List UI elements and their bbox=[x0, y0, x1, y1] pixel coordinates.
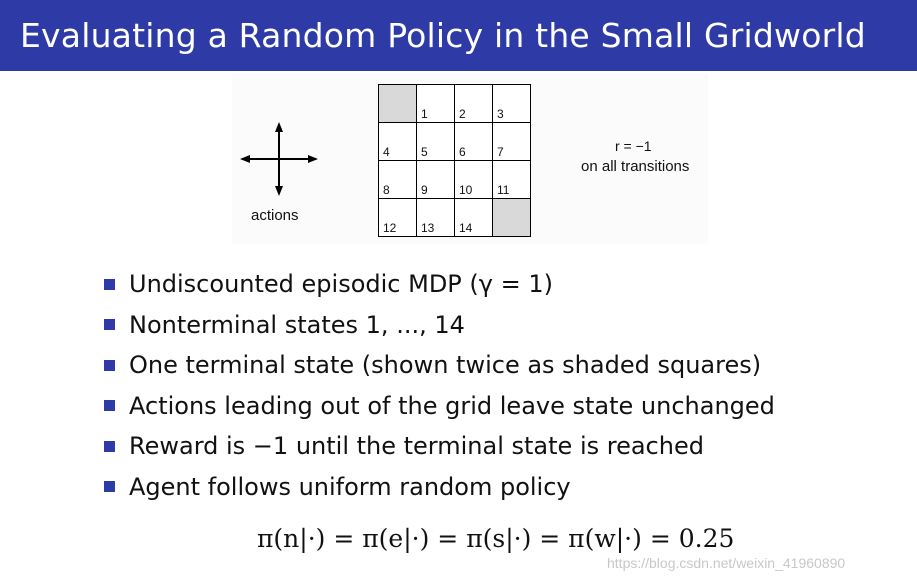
cell-number: 6 bbox=[459, 145, 466, 159]
bullet-text: Nonterminal states 1, ..., 14 bbox=[129, 310, 465, 339]
terminal-cell bbox=[379, 85, 417, 123]
cell-number: 12 bbox=[383, 221, 397, 235]
cell-number: 1 bbox=[421, 107, 428, 121]
grid-cell bbox=[493, 161, 531, 199]
bullet-list bbox=[104, 264, 775, 507]
bullet-item bbox=[104, 426, 775, 467]
gridworld-grid bbox=[378, 84, 531, 237]
actions-label: actions bbox=[251, 207, 299, 224]
terminal-cell bbox=[493, 199, 531, 237]
grid-cell bbox=[455, 199, 493, 237]
cell-number: 3 bbox=[497, 107, 504, 121]
grid-cell bbox=[455, 85, 493, 123]
bullet-item bbox=[104, 305, 775, 346]
cell-number: 2 bbox=[459, 107, 466, 121]
bullet-item bbox=[104, 467, 775, 508]
slide-title: Evaluating a Random Policy in the Small Gridworld bbox=[20, 16, 866, 55]
cell-number: 9 bbox=[421, 183, 428, 197]
bullet-square-icon bbox=[104, 319, 115, 330]
bullet-item bbox=[104, 345, 775, 386]
grid-cell bbox=[493, 85, 531, 123]
grid-cell bbox=[417, 123, 455, 161]
cell-number: 11 bbox=[497, 183, 510, 197]
four-way-arrows-icon bbox=[240, 120, 318, 198]
cell-number: 10 bbox=[459, 183, 473, 197]
bullet-item bbox=[104, 386, 775, 427]
cell-number: 14 bbox=[459, 221, 473, 235]
grid-cell bbox=[417, 199, 455, 237]
bullet-square-icon bbox=[104, 360, 115, 371]
grid-cell bbox=[455, 161, 493, 199]
bullet-text: Undiscounted episodic MDP (γ = 1) bbox=[129, 270, 553, 299]
cell-number: 8 bbox=[383, 183, 390, 197]
bullet-text: Agent follows uniform random policy bbox=[129, 472, 571, 501]
cell-number: 13 bbox=[421, 221, 435, 235]
bullet-square-icon bbox=[104, 441, 115, 452]
grid-cell bbox=[417, 85, 455, 123]
bullet-text: One terminal state (shown twice as shaded squares) bbox=[129, 351, 762, 380]
grid-cell bbox=[493, 123, 531, 161]
bullet-square-icon bbox=[104, 481, 115, 492]
reward-description: on all transitions bbox=[581, 158, 690, 175]
grid-cell bbox=[417, 161, 455, 199]
grid-cell bbox=[455, 123, 493, 161]
bullet-square-icon bbox=[104, 400, 115, 411]
bullet-text: Reward is −1 until the terminal state is reached bbox=[129, 432, 704, 461]
bullet-text: Actions leading out of the grid leave state unchanged bbox=[129, 391, 775, 420]
cell-number: 4 bbox=[383, 145, 390, 159]
cell-number: 5 bbox=[421, 145, 428, 159]
policy-formula: π(n|·) = π(e|·) = π(s|·) = π(w|·) = 0.25 bbox=[257, 524, 735, 553]
bullet-item bbox=[104, 264, 775, 305]
watermark: https://blog.csdn.net/weixin_41960890 bbox=[607, 555, 846, 571]
reward-value: r = −1 bbox=[615, 138, 652, 154]
bullet-square-icon bbox=[104, 279, 115, 290]
grid-cell bbox=[379, 199, 417, 237]
grid-cell bbox=[379, 161, 417, 199]
grid-cell bbox=[379, 123, 417, 161]
title-bar bbox=[0, 0, 917, 71]
cell-number: 7 bbox=[497, 145, 504, 159]
